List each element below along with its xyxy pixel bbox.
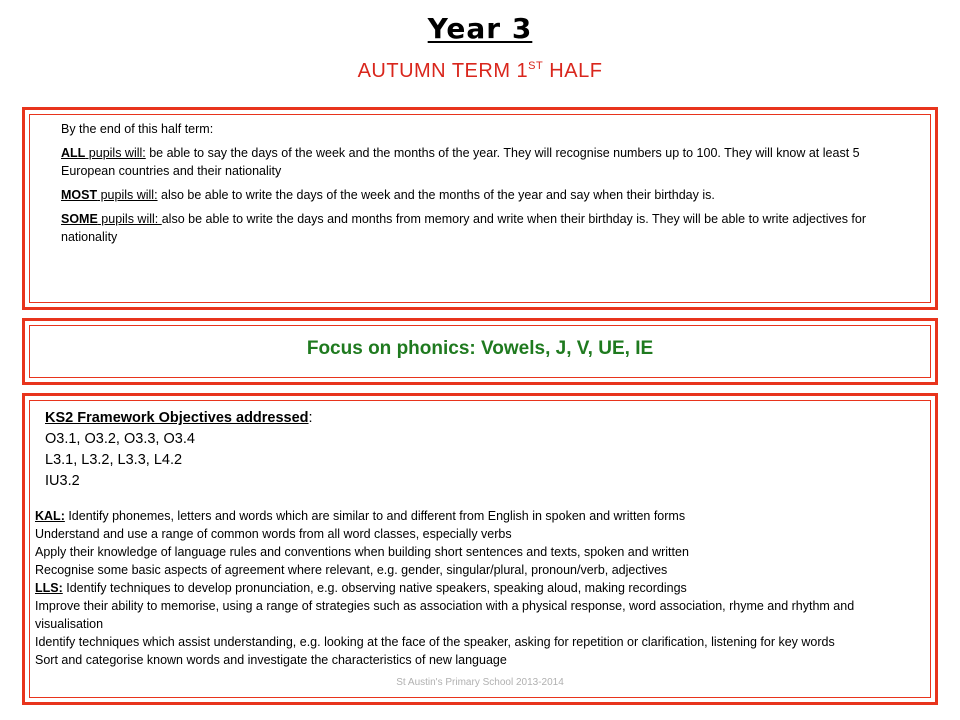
lls-item: Improve their ability to memorise, using a range of strategies such as association with a physical response, word association, rhyme and rhythm and visualisation (35, 599, 855, 631)
ks2-line: L3.1, L3.2, L3.3, L4.2 (45, 452, 183, 468)
phonics-box (22, 318, 938, 385)
lls-item: Sort and categorise known words and investigate the characteristics of new language (35, 653, 507, 667)
outcome-most: MOST pupils will: also be able to write the days of the week and the months of the year and say when their birthday is. (61, 188, 715, 202)
kal-item: KAL: Identify phonemes, letters and words which are similar to and different from English in spoken and written forms (35, 509, 686, 523)
outcomes-intro: By the end of this half term: (61, 122, 214, 136)
ks2-line: O3.1, O3.2, O3.3, O3.4 (45, 431, 195, 447)
term-label: AUTUMN TERM 1 (357, 60, 529, 82)
ks2-line: IU3.2 (45, 473, 80, 489)
page-title: Year 3 (427, 12, 533, 45)
lls-item: LLS: Identify techniques to develop pronunciation, e.g. observing native speakers, speaking aloud, making recordings (35, 581, 687, 595)
kal-item: Apply their knowledge of language rules and conventions when building short sentences and texts, spoken and written (35, 545, 689, 559)
ks2-heading: KS2 Framework Objectives addressed (45, 410, 309, 426)
term-end: HALF (543, 60, 603, 82)
phonics-focus: Focus on phonics: Vowels, J, V, UE, IE (306, 338, 654, 359)
kal-item: Understand and use a range of common words from all word classes, especially verbs (35, 527, 512, 541)
term-sup: ST (528, 60, 544, 72)
kal-item: Recognise some basic aspects of agreement where relevant, e.g. gender, singular/plural, pronoun/verb, adjectives (35, 563, 668, 577)
lls-item: Identify techniques which assist understanding, e.g. looking at the face of the speaker, asking for repetition or clarification, listening for key words (35, 635, 835, 649)
strategy-list (35, 507, 915, 669)
footer-watermark: St Austin's Primary School 2013-2014 (396, 677, 564, 688)
outcome-some: SOME pupils will: also be able to write the days and months from memory and write when their birthday is. They will be able to write adjectives for nationality (61, 212, 867, 244)
term-heading (0, 60, 960, 83)
ks2-objectives: KS2 Framework Objectives addressed: O3.1, O3.2, O3.3, O3.4 L3.1, L3.2, L3.3, L4.2 IU3.2 (45, 408, 313, 492)
objectives-box (22, 393, 938, 705)
learning-outcomes-box (22, 107, 938, 310)
outcome-all: ALL pupils will: be able to say the days of the week and the months of the year. They will recognise numbers up to 100. They will know at least 5 European countries and their nationality (61, 146, 860, 178)
